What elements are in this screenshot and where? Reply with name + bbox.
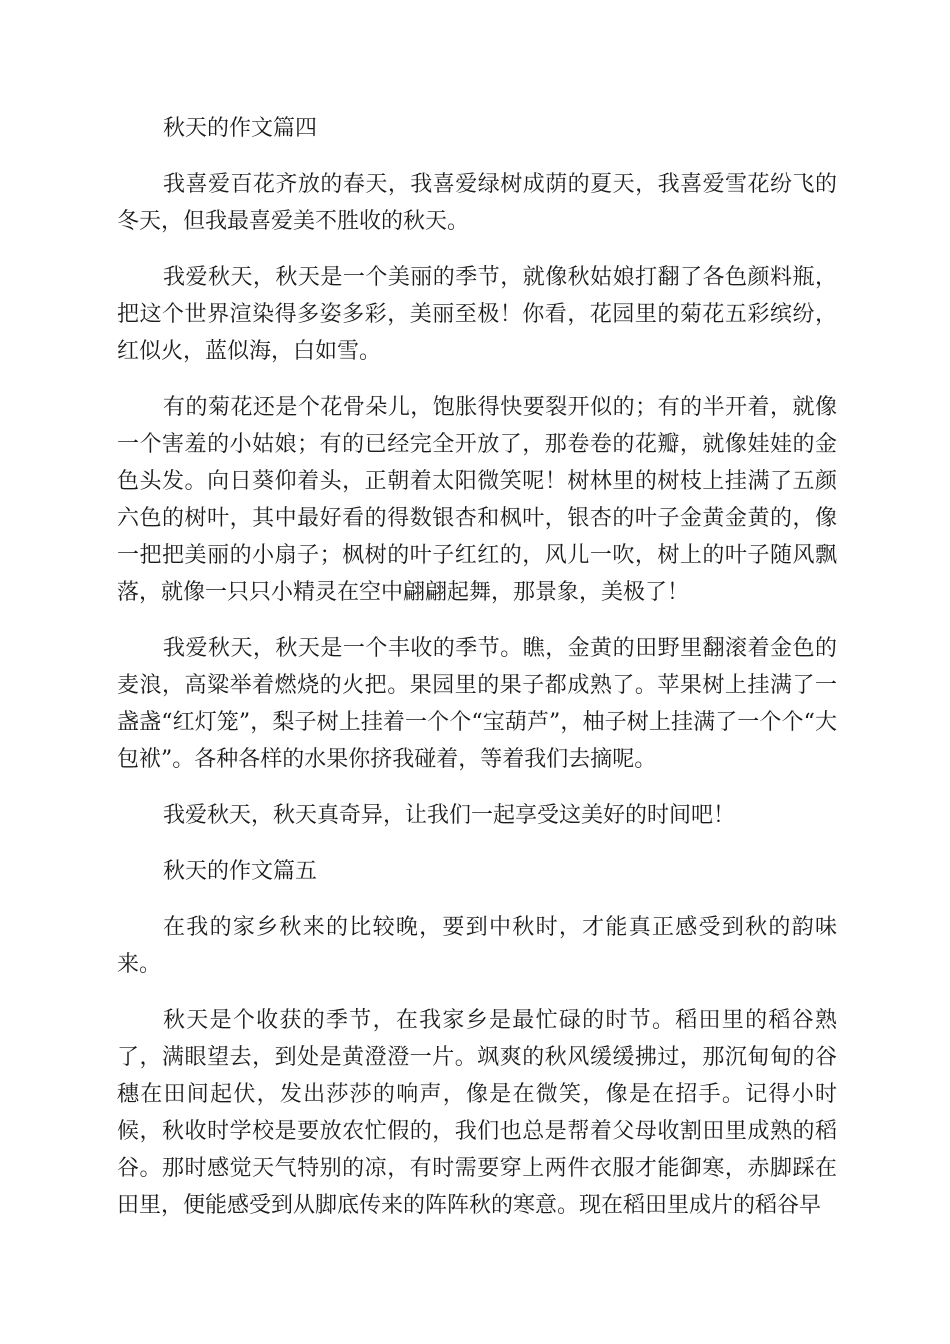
paragraph: 在我的家乡秋来的比较晚，要到中秋时，才能真正感受到秋的韵味来。 <box>117 915 837 977</box>
paragraph: 我爱秋天，秋天真奇异，让我们一起享受这美好的时间吧！ <box>163 803 736 828</box>
section-heading: 秋天的作文篇四 <box>163 116 318 141</box>
section-heading: 秋天的作文篇五 <box>163 859 318 884</box>
paragraph: 我喜爱百花齐放的春天，我喜爱绿树成荫的夏天，我喜爱雪花纷飞的冬天，但我最喜爱美不胜收的秋天。 <box>117 172 837 234</box>
paragraph: 有的菊花还是个花骨朵儿，饱胀得快要裂开似的；有的半开着，就像一个害羞的小姑娘；有的已经完全开放了，那卷卷的花瓣，就像娃娃的金色头发。向日葵仰着头，正朝着太阳微笑呢！树林里的树枝上挂满了五颜六色的树叶，其中最好看的得数银杏和枫叶，银杏的叶子金黄金黄的，像一把把美丽的小扇子；枫树的叶子红红的，风儿一吹，树上的叶子随风飘落，就像一只只小精灵在空中翩翩起舞，那景象，美极了！ <box>117 395 837 605</box>
document-body <box>117 110 837 1243</box>
paragraph: 秋天是个收获的季节，在我家乡是最忙碌的时节。稻田里的稻谷熟了，满眼望去，到处是黄澄澄一片。飒爽的秋风缓缓拂过，那沉甸甸的谷穗在田间起伏，发出莎莎的响声，像是在微笑，像是在招手。记得小时候，秋收时学校是要放农忙假的，我们也总是帮着父母收割田里成熟的稻谷。那时感觉天气特别的凉，有时需要穿上两件衣服才能御寒，赤脚踩在田里，便能感受到从脚底传来的阵阵秋的寒意。现在稻田里成片的稻谷早 <box>117 1008 837 1218</box>
paragraph: 我爱秋天，秋天是一个丰收的季节。瞧，金黄的田野里翻滚着金色的麦浪，高粱举着燃烧的火把。果园里的果子都成熟了。苹果树上挂满了一盏盏“红灯笼”，梨子树上挂着一个个“宝葫芦”，柚子树上挂满了一个个“大包袱”。各种各样的水果你挤我碰着，等着我们去摘呢。 <box>117 636 837 772</box>
paragraph: 我爱秋天，秋天是一个美丽的季节，就像秋姑娘打翻了各色颜料瓶，把这个世界渲染得多姿多彩，美丽至极！你看，花园里的菊花五彩缤纷，红似火，蓝似海，白如雪。 <box>117 265 837 364</box>
